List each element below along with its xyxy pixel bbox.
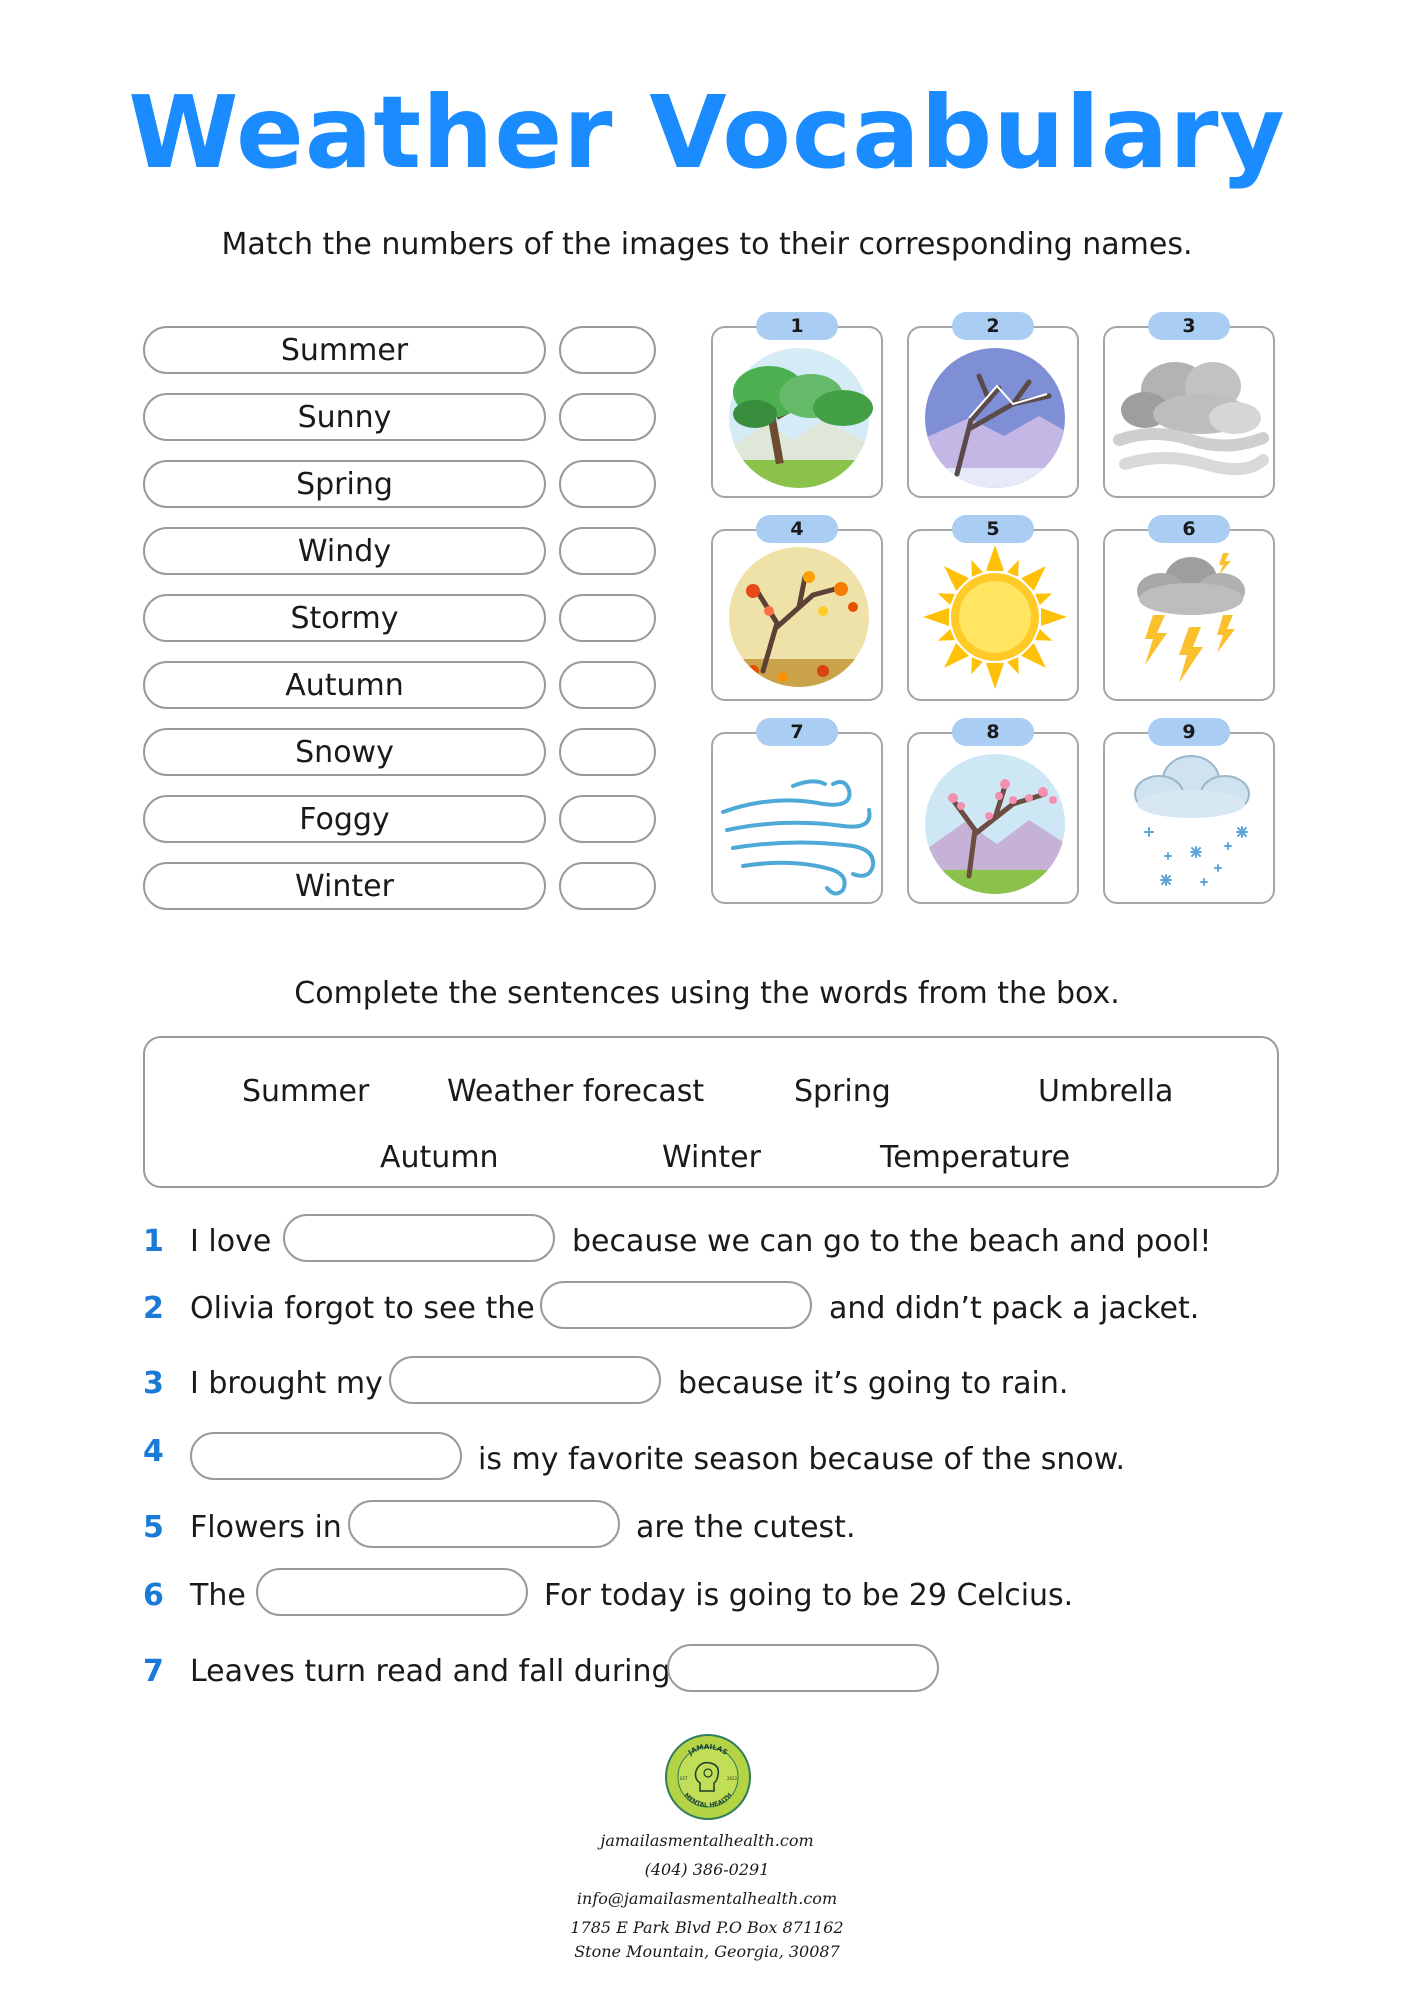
image-card-8 [907, 721, 1079, 904]
match-word: Foggy [143, 795, 546, 843]
sentence-blank[interactable] [667, 1644, 939, 1692]
match-word: Summer [143, 326, 546, 374]
logo-right-text: 2022 [727, 1776, 738, 1781]
sentence-text: I brought my [190, 1366, 383, 1401]
sentence-blank[interactable] [540, 1281, 812, 1329]
word-bank-item: Winter [662, 1140, 761, 1175]
match-word: Windy [143, 527, 546, 575]
complete-instructions: Complete the sentences using the words from the box. [294, 976, 1120, 1011]
footer-phone: (404) 386-0291 [644, 1860, 770, 1879]
sentence-number: 7 [143, 1654, 164, 1689]
fog-cloud-icon [1105, 328, 1277, 500]
sentence-text: are the cutest. [636, 1510, 856, 1545]
answer-box[interactable] [559, 661, 656, 709]
logo [664, 1733, 752, 1821]
image-card-5 [907, 518, 1079, 701]
image-card-3 [1103, 315, 1275, 498]
sentence-text: Leaves turn read and fall during [190, 1654, 671, 1689]
word-bank-item: Autumn [380, 1140, 499, 1175]
logo-left-text: EST [680, 1776, 688, 1781]
image-number-badge: 5 [952, 515, 1034, 543]
image-number-badge: 8 [952, 718, 1034, 746]
sentence-blank[interactable] [389, 1356, 661, 1404]
sentence-blank[interactable] [348, 1500, 620, 1548]
sentence-text: and didn’t pack a jacket. [829, 1291, 1200, 1326]
answer-box[interactable] [559, 460, 656, 508]
sentence-text: because it’s going to rain. [678, 1366, 1069, 1401]
answer-box[interactable] [559, 862, 656, 910]
word-bank [143, 1036, 1279, 1188]
word-bank-item: Spring [794, 1074, 891, 1109]
sentence-number: 2 [143, 1291, 164, 1326]
match-word: Stormy [143, 594, 546, 642]
word-bank-item: Temperature [880, 1140, 1071, 1175]
storm-cloud-icon [1105, 531, 1277, 703]
match-word: Spring [143, 460, 546, 508]
image-number-badge: 4 [756, 515, 838, 543]
image-card-6 [1103, 518, 1275, 701]
match-instructions: Match the numbers of the images to their corresponding names. [221, 227, 1193, 262]
sentence-number: 6 [143, 1578, 164, 1613]
sentence-blank[interactable] [283, 1214, 555, 1262]
answer-box[interactable] [559, 795, 656, 843]
word-bank-item: Summer [242, 1074, 370, 1109]
snow-cloud-icon [1105, 734, 1277, 906]
image-number-badge: 2 [952, 312, 1034, 340]
image-card-4 [711, 518, 883, 701]
winter-tree-icon [909, 328, 1081, 500]
footer-website: jamailasmentalhealth.com [600, 1831, 814, 1850]
sentence-text: because we can go to the beach and pool! [572, 1224, 1212, 1259]
match-word: Winter [143, 862, 546, 910]
answer-box[interactable] [559, 393, 656, 441]
word-bank-item: Weather forecast [447, 1074, 705, 1109]
image-number-badge: 1 [756, 312, 838, 340]
image-number-badge: 6 [1148, 515, 1230, 543]
summer-tree-icon [713, 328, 885, 500]
sentence-text: I love [190, 1224, 272, 1259]
image-number-badge: 7 [756, 718, 838, 746]
sentence-number: 1 [143, 1224, 164, 1259]
match-word: Autumn [143, 661, 546, 709]
sentence-text: is my favorite season because of the snow. [478, 1442, 1126, 1477]
footer-address-line-2: Stone Mountain, Georgia, 30087 [574, 1942, 840, 1961]
sun-icon [909, 531, 1081, 703]
sentence-blank[interactable] [190, 1432, 462, 1480]
page-title: Weather Vocabulary [128, 74, 1286, 191]
footer-email: info@jamailasmentalhealth.com [576, 1889, 838, 1908]
answer-box[interactable] [559, 728, 656, 776]
word-bank-item: Umbrella [1038, 1074, 1174, 1109]
image-card-1 [711, 315, 883, 498]
logo-bottom-text: MENTAL HEALTH [682, 1791, 734, 1810]
logo-top-text: JAMAILAS [686, 1742, 729, 1757]
image-number-badge: 9 [1148, 718, 1230, 746]
answer-box[interactable] [559, 326, 656, 374]
spring-tree-icon [909, 734, 1081, 906]
match-word: Sunny [143, 393, 546, 441]
sentence-text: Olivia forgot to see the [190, 1291, 535, 1326]
match-word: Snowy [143, 728, 546, 776]
image-number-badge: 3 [1148, 312, 1230, 340]
image-card-7 [711, 721, 883, 904]
sentence-text: The [190, 1578, 246, 1613]
sentence-blank[interactable] [256, 1568, 528, 1616]
wind-icon [713, 734, 885, 906]
answer-box[interactable] [559, 594, 656, 642]
sentence-text: Flowers in [190, 1510, 342, 1545]
image-card-2 [907, 315, 1079, 498]
autumn-tree-icon [713, 531, 885, 703]
image-card-9 [1103, 721, 1275, 904]
footer-address-line-1: 1785 E Park Blvd P.O Box 871162 [570, 1918, 844, 1937]
sentence-number: 4 [143, 1434, 164, 1469]
sentence-number: 3 [143, 1366, 164, 1401]
answer-box[interactable] [559, 527, 656, 575]
sentence-text: For today is going to be 29 Celcius. [544, 1578, 1074, 1613]
sentence-number: 5 [143, 1510, 164, 1545]
